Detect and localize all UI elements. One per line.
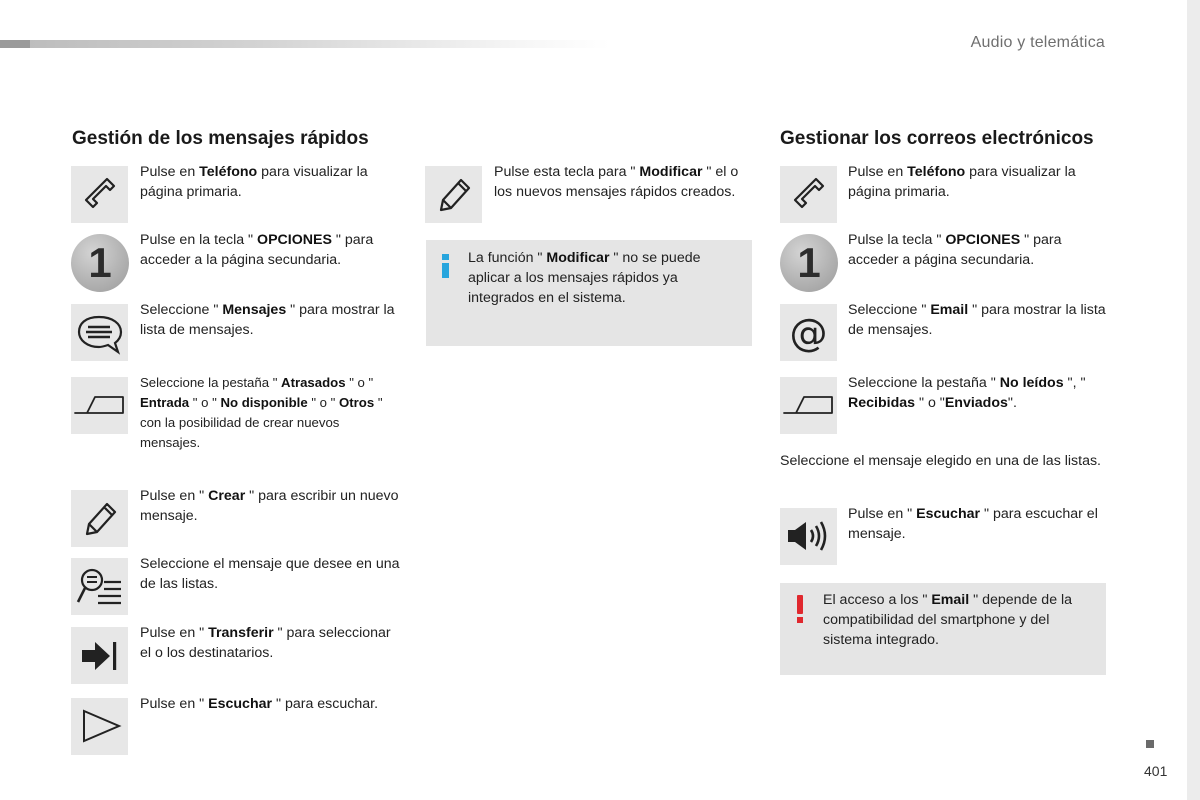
left-text-8: Pulse en " Escuchar " para escuchar. xyxy=(140,696,379,712)
left-text-5: Pulse en " Crear " para escribir un nuevo mensaje. xyxy=(140,488,399,524)
left-heading: Gestión de los mensajes rápidos xyxy=(72,128,369,149)
emphasis-label: Modificar xyxy=(639,164,703,180)
emphasis-label: Enviados xyxy=(944,395,1008,411)
emphasis-label: No disponible xyxy=(220,395,308,410)
emphasis-label: Teléfono xyxy=(199,164,258,180)
middle-text: Pulse esta tecla para " Modificar " el o los nuevos mensajes rápidos creados. xyxy=(494,164,739,200)
right-text-2: Pulse la tecla " OPCIONES " para acceder a página secundaria. xyxy=(848,232,1062,268)
emphasis-label: Otros xyxy=(339,395,375,410)
emphasis-label: Escuchar xyxy=(916,506,981,522)
left-text-3: Seleccione " Mensajes " para mostrar la lista de mensajes. xyxy=(140,302,395,338)
email-at-icon xyxy=(780,304,837,361)
pencil-icon xyxy=(425,166,482,223)
pencil-icon xyxy=(71,490,128,547)
messages-icon xyxy=(71,304,128,361)
emphasis-label: Email xyxy=(931,592,970,608)
svg-text:@: @ xyxy=(789,311,828,355)
emphasis-label: Entrada xyxy=(140,395,190,410)
left-text-7: Pulse en " Transferir " para seleccionar el o los destinatarios. xyxy=(140,625,391,661)
left-text-1: Pulse en Teléfono para visualizar la página primaria. xyxy=(140,164,368,200)
right-text-1: Pulse en Teléfono para visualizar la página primaria. xyxy=(848,164,1076,200)
emphasis-label: No leídos xyxy=(999,375,1064,391)
emphasis-label: Atrasados xyxy=(281,375,346,390)
phone-icon xyxy=(71,166,128,223)
warning-icon xyxy=(796,595,804,623)
forward-icon xyxy=(71,627,128,684)
emphasis-label: Transferir xyxy=(208,625,274,641)
right-plain-text: Seleccione el mensaje elegido en una de las listas. xyxy=(780,453,1101,469)
step-1-icon: 1 xyxy=(780,234,838,292)
search-list-icon xyxy=(71,558,128,615)
emphasis-label: Modificar xyxy=(546,250,610,266)
warning-note xyxy=(780,583,1106,675)
emphasis-label: Teléfono xyxy=(907,164,966,180)
left-text-2: Pulse en la tecla " OPCIONES " para acceder a la página secundaria. xyxy=(140,232,374,268)
right-text-5: Pulse en " Escuchar " para escuchar el mensaje. xyxy=(848,506,1098,542)
page-number: 401 xyxy=(1144,763,1168,779)
warning-text: El acceso a los " Email " depende de la compatibilidad del smartphone y del sistema integrado. xyxy=(823,592,1073,648)
tab-icon xyxy=(71,377,128,434)
tab-icon xyxy=(780,377,837,434)
emphasis-label: Escuchar xyxy=(208,696,273,712)
emphasis-label: Email xyxy=(930,302,969,318)
right-text-3: Seleccione " Email " para mostrar la lista de mensajes. xyxy=(848,302,1106,338)
emphasis-label: OPCIONES xyxy=(945,232,1021,248)
left-text-4: Seleccione la pestaña " Atrasados " o " Entrada " o " No disponible " o " Otros " con la posibilidad de crear nuevos mensajes. xyxy=(140,375,383,450)
emphasis-label: OPCIONES xyxy=(257,232,332,248)
right-heading: Gestionar los correos electrónicos xyxy=(780,128,1094,149)
info-note xyxy=(426,240,752,346)
emphasis-label: Mensajes xyxy=(222,302,287,318)
right-text-4: Seleccione la pestaña " No leídos ", " Recibidas " o "Enviados". xyxy=(848,375,1086,411)
page-marker xyxy=(1146,740,1154,748)
emphasis-label: Recibidas xyxy=(848,395,916,411)
play-icon xyxy=(71,698,128,755)
section-title: Audio y telemática xyxy=(970,34,1105,51)
info-text: La función " Modificar " no se puede aplicar a los mensajes rápidos ya integrados en el sistema. xyxy=(468,250,701,306)
left-text-6: Seleccione el mensaje que desee en una de las listas. xyxy=(140,556,400,592)
info-icon xyxy=(441,254,450,278)
phone-icon xyxy=(780,166,837,223)
emphasis-label: Crear xyxy=(208,488,246,504)
page-edge xyxy=(1187,0,1200,800)
header-bar xyxy=(0,40,610,48)
step-1-icon: 1 xyxy=(71,234,129,292)
speaker-icon xyxy=(780,508,837,565)
